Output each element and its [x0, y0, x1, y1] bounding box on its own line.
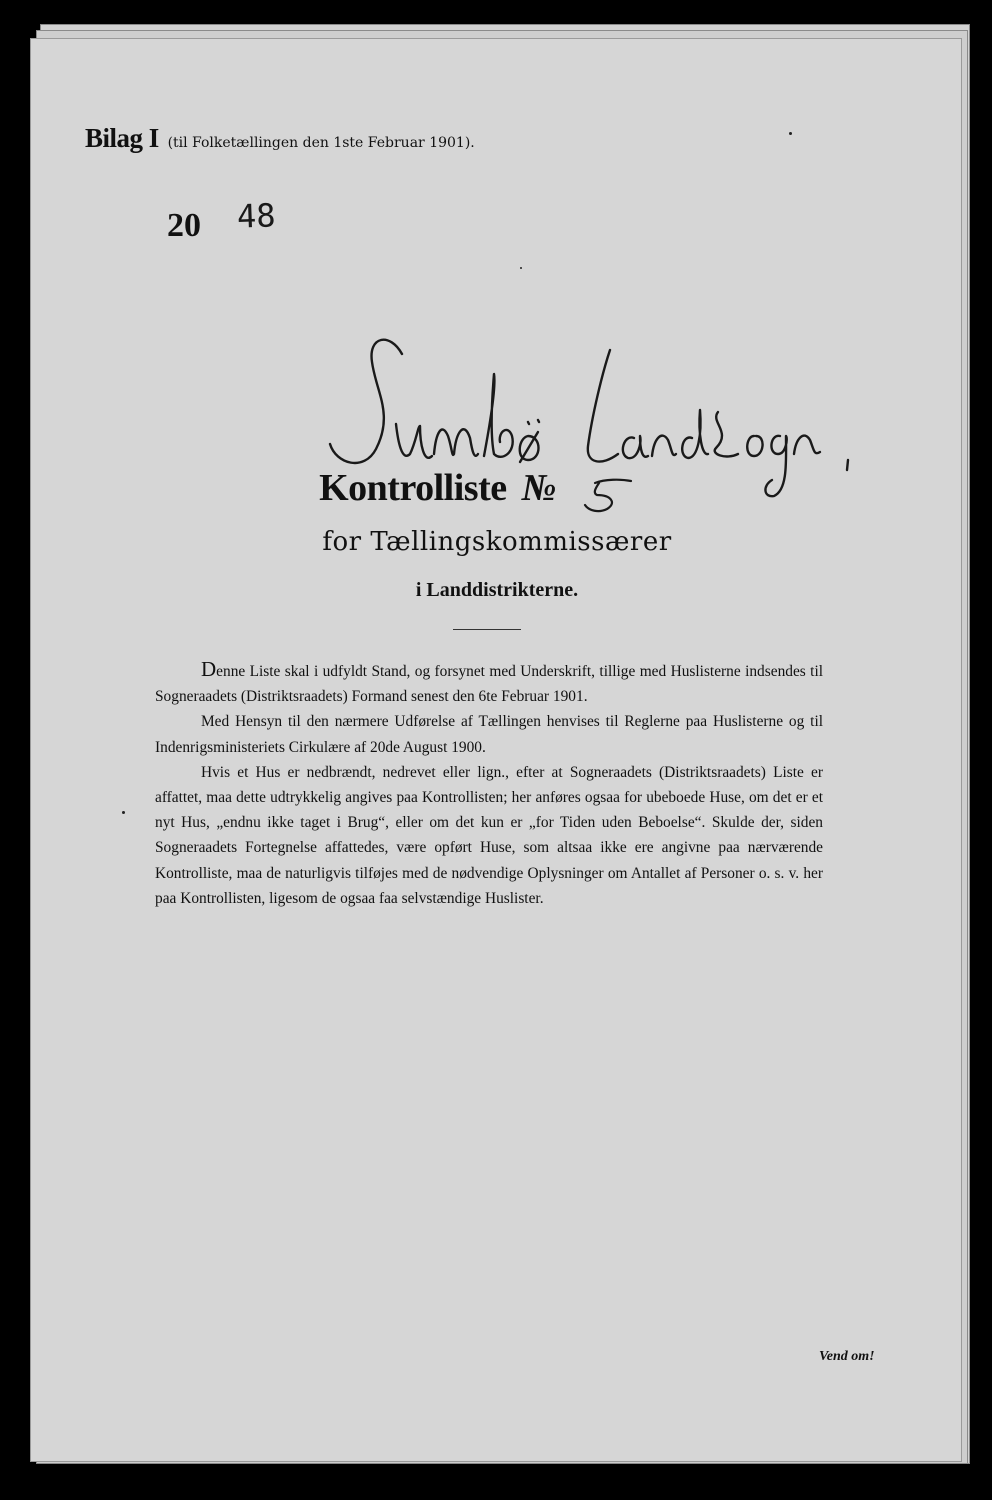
divider-rule — [453, 629, 521, 630]
bilag-note: (til Folketællingen den 1ste Februar 1901). — [167, 135, 475, 151]
turn-over-note: Vend om! — [819, 1349, 875, 1364]
number-sign: № — [521, 467, 556, 509]
ink-speck — [789, 132, 792, 135]
ink-speck — [520, 267, 522, 269]
printed-number: 20 — [167, 207, 201, 244]
paragraph-initial: D — [201, 657, 217, 681]
paragraph-text: Hvis et Hus er nedbrændt, nedrevet eller lign., efter at Sogneraadets (Distriktsraadets) Liste er affattet, maa dette udtrykkelig angives paa Kontrollisten; her anføres ogsaa for ubeboede Huse, om det er et nyt Hus, „endnu ikke taget i Brug“, eller om det kun er „for Tiden uden Beboelse“. Skulde der, siden Sogneraadets Fortegnelse affattedes, være opført Huse, som altsaa ikke ere angivne paa nærværende Kontrolliste, maa de naturligvis tilføjes med de nødvendige Oplysninger om Antallet af Personer o. s. v. her paa Kontrollisten, ligesom de ogsaa faa selvstændige Huslister. — [155, 763, 823, 907]
instructions-text — [155, 657, 823, 911]
document-title — [31, 466, 963, 510]
handwritten-number: 48 — [236, 196, 277, 236]
bilag-header — [85, 123, 475, 154]
paragraph-text: enne Liste skal i udfyldt Stand, og forsynet med Underskrift, tillige med Huslisterne indsendes til Sogneraadets (Distriktsraadets) Formand senest den 6te Februar 1901. — [155, 663, 823, 706]
instruction-paragraph — [155, 760, 823, 911]
document-subtitle-districts: i Landdistrikterne. — [415, 579, 579, 601]
instruction-paragraph — [155, 709, 823, 759]
handwritten-list-number — [565, 473, 675, 509]
paragraph-text: Med Hensyn til den nærmere Udførelse af Tællingen henvises til Reglerne paa Huslisterne og til Indenrigsministeriets Cirkulære af 20de August 1900. — [155, 713, 823, 756]
document-page — [30, 38, 962, 1462]
ink-speck — [122, 811, 125, 814]
title-text: Kontrolliste — [319, 467, 507, 509]
instruction-paragraph — [155, 657, 823, 709]
document-subtitle: for Tællingskommissærer — [322, 527, 672, 557]
bilag-title: Bilag I — [85, 123, 159, 153]
